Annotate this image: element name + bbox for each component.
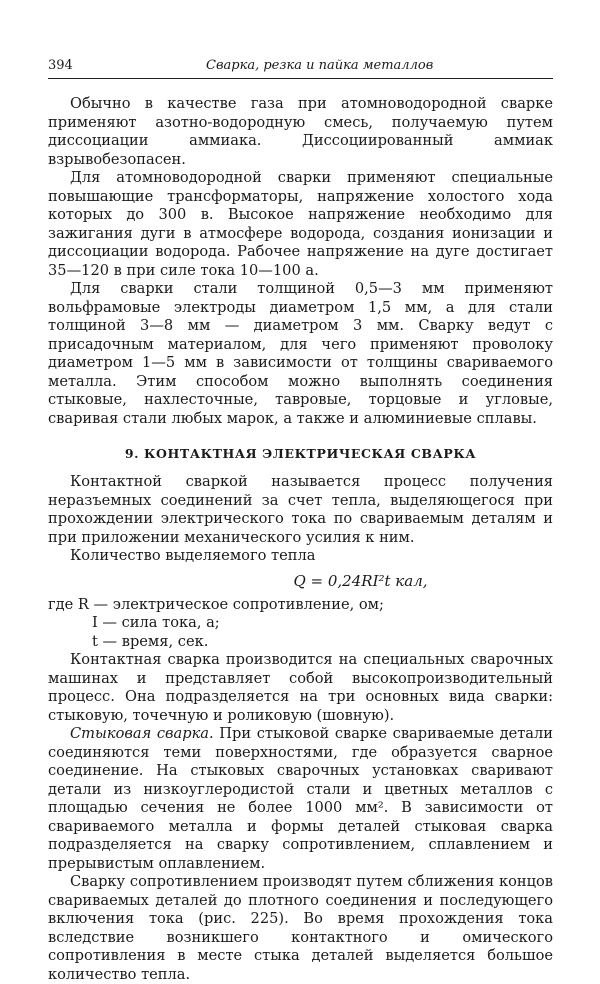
definition-resistance: где R — электрическое сопротивление, ом; xyxy=(48,595,384,613)
paragraph-gas: Обычно в качестве газа при атомноводородной сварке применяют азотно-водородную смесь, получаемую путем диссоциации аммиака. Диссоциированный аммиак взрывобезопасен. xyxy=(48,95,553,168)
butt-welding-text: При стыковой сварке свариваемые детали соединяются теми поверхностями, где образуется сварное соединение. На стыковых сварочных установках сваривают детали из низкоуглеродистой стали и цветных металлов с площадью сечения не более 1000 мм². В зависимости от свариваемого металла и формы деталей стыковая сварка подразделяется на сварку сопротивлением, сплавлением и прерывистым оплавлением. xyxy=(48,725,554,872)
section-title: 9. КОНТАКТНАЯ ЭЛЕКТРИЧЕСКАЯ СВАРКА xyxy=(124,446,477,461)
paragraph-electrodes: Для сварки стали толщиной 0,5—3 мм применяют вольфрамовые электроды диаметром 1,5 мм, а для стали толщиной 3—8 мм — диаметром 3 мм. Сварку ведут с присадочным материалом, для чего применяют проволоку диаметром 1—5 мм в зависимости от толщины свариваемого металла. Этим способом можно выполнять соединения стыковые, нахлесточные, тавровые, торцовые и угловые, сваривая стали любых марок, а также и алюминиевые сплавы. xyxy=(48,280,553,427)
book-page xyxy=(48,56,553,984)
butt-welding-title: Стыковая сварка. xyxy=(70,725,214,742)
paragraph-heat-label: Количество выделяемого тепла xyxy=(70,547,316,564)
paragraph-welding-types: Контактная сварка производится на специальных сварочных машинах и представляет собой высокопроизводительный процесс. Она подразделяется на три основных вида сварки: стыковую, точечную и роликовую (шовную). xyxy=(48,651,553,724)
page-header xyxy=(48,56,553,79)
paragraph-contact-definition: Контактной сваркой называется процесс получения неразъемных соединений за счет тепла, выделяющегося при прохождении электрического тока по свариваемым деталям и при приложении механического усилия к ним. xyxy=(48,473,553,546)
definition-current: I — сила тока, а; xyxy=(92,614,220,631)
definition-time: t — время, сек. xyxy=(92,632,209,650)
paragraph-butt-welding xyxy=(48,725,553,873)
running-title: Сварка, резка и пайка металлов xyxy=(206,58,434,73)
heat-formula: Q = 0,24RI²t кал, xyxy=(293,571,428,590)
formula-definitions xyxy=(48,596,553,652)
paragraph-transformers: Для атомноводородной сварки применяют специальные повышающие трансформаторы, напряжение холостого хода которых до 300 в. Высокое напряжение необходимо для зажигания дуги в атмосфере водорода, создания ионизации и диссоциации водорода. Рабочее напряжение на дуге достигает 35—120 в при силе тока 10—100 а. xyxy=(48,169,553,279)
page-number: 394 xyxy=(48,58,73,73)
paragraph-resistance-welding: Сварку сопротивлением производят путем сближения концов свариваемых деталей до плотного соединения и последующего включения тока (рис. 225). Во время прохождения тока вследствие возникшего контактного и омического сопротивления в месте стыка деталей выделяется большое количество тепла. xyxy=(48,873,553,983)
